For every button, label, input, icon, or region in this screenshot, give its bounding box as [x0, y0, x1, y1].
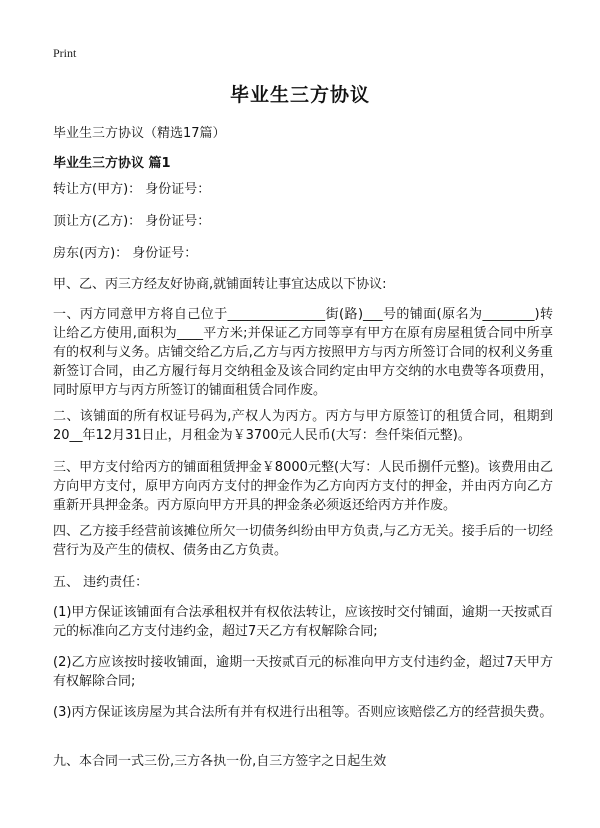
document-title: 毕业生三方协议 [229, 84, 370, 106]
paragraph-liability-3: (3)丙方保证该房屋为其合法所有并有权进行出租等。否则应该赔偿乙方的经营损失费。 [53, 705, 553, 720]
paragraph-liability-1: (1)甲方保证该铺面有合法承租权并有权依法转让，应该按时交付铺面，逾期一天按贰百元的标准向乙方支付违约金，超过7天乙方有权解除合同; [53, 605, 553, 639]
paragraph-clause-3: 三、甲方支付给丙方的铺面租赁押金￥8000元整(大写：人民币捌仟元整)。该费用由乙方向甲方支付，原甲方向丙方支付的押金作为乙方向丙方支付的押金，并由丙方向乙方重新开具押金条。丙方原向甲方开具的押金条必须返还给丙方并作废。 [53, 460, 553, 513]
paragraph-transferee: 顶让方(乙方)： 身份证号： [53, 214, 211, 229]
paragraph-intro: 甲、乙、丙三方经友好协商,就铺面转让事宜达成以下协议: [53, 277, 387, 292]
print-label[interactable]: Print [53, 46, 77, 60]
document-subtitle: 毕业生三方协议（精选17篇） [53, 126, 226, 141]
paragraph-clause-5-heading: 五、 违约责任： [53, 575, 149, 590]
paragraph-liability-2: (2)乙方应该按时接收铺面，逾期一天按贰百元的标准向甲方支付违约金，超过7天甲方有权解除合同; [53, 655, 553, 689]
paragraph-transferor: 转让方(甲方)： 身份证号： [53, 182, 211, 197]
paragraph-landlord: 房东(丙方)： 身份证号： [53, 246, 198, 261]
paragraph-clause-9: 九、本合同一式三份,三方各执一份,自三方签字之日起生效 [53, 754, 387, 769]
paragraph-clause-1: 一、丙方同意甲方将自己位于_______________街(路)___号的铺面(原名为________)转让给乙方使用,面积为____平方米;并保证乙方同等享有甲方在原有房屋租赁合同中所享有的权利与义务。店铺交给乙方后,乙方与丙方按照甲方与丙方所签订合同的权利义务重新签订合同，由乙方履行每月交纳租金及该合同约定由甲方交纳的水电费等各项费用，同时原甲方与丙方所签订的铺面租赁合同作废。 [53, 307, 553, 398]
paragraph-clause-4: 四、乙方接手经营前该摊位所欠一切债务纠纷由甲方负责,与乙方无关。接手后的一切经营行为及产生的债权、债务由乙方负责。 [53, 524, 553, 558]
section-heading: 毕业生三方协议 篇1 [53, 156, 171, 171]
paragraph-clause-2: 二、该铺面的所有权证号码为,产权人为丙方。丙方与甲方原签订的租赁合同，租期到20__年12月31日止，月租金为￥3700元人民币(大写：叁仟柒佰元整)。 [53, 409, 553, 443]
